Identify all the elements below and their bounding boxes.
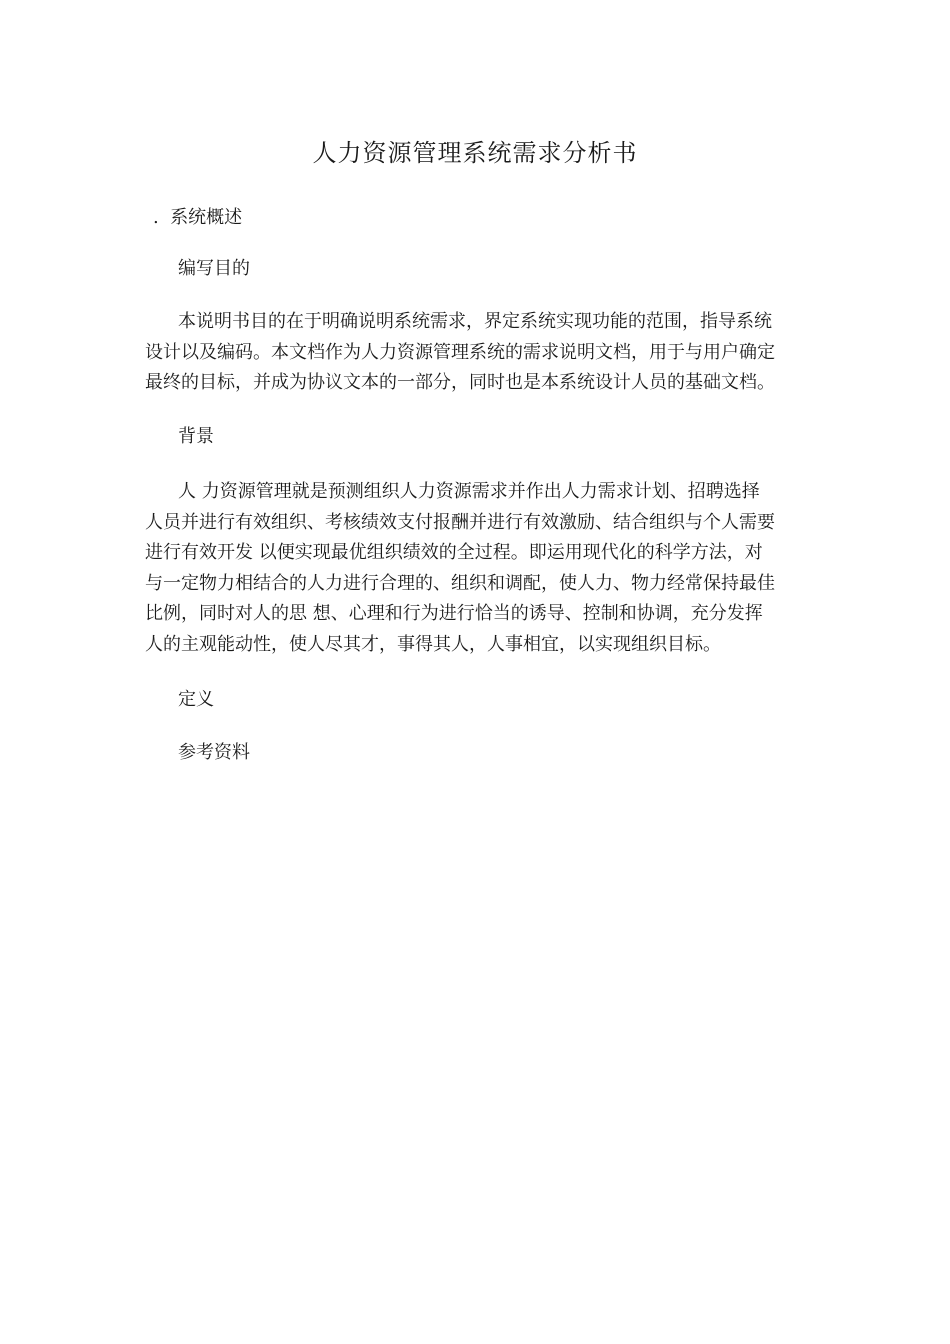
section-number: . xyxy=(153,207,159,228)
background-heading: 背景 xyxy=(178,426,214,447)
paragraph-line: 最终的目标，并成为协议文本的一部分，同时也是本系统设计人员的基础文档。 xyxy=(145,372,775,393)
paragraph-line: 人的主观能动性，使人尽其才，事得其人，人事相宜，以实现组织目标。 xyxy=(145,633,721,655)
section-title: 系统概述 xyxy=(170,207,243,228)
document-title: 人力资源管理系统需求分析书 xyxy=(312,139,638,167)
paragraph-line: 人员并进行有效组织、考核绩效支付报酬并进行有效激励、结合组织与个人需要 xyxy=(145,511,775,533)
paragraph-line: 设计以及编码。本文档作为人力资源管理系统的需求说明文档，用于与用户确定 xyxy=(145,341,775,363)
purpose-paragraph xyxy=(145,307,810,399)
paragraph-line: 进行有效开发 以便实现最优组织绩效的全过程。即运用现代化的科学方法，对 xyxy=(145,542,763,563)
paragraph-line: 本说明书目的在于明确说明系统需求，界定系统实现功能的范围，指导系统 xyxy=(178,311,772,332)
purpose-heading: 编写目的 xyxy=(178,258,250,279)
paragraph-line: 与一定物力相结合的人力进行合理的、组织和调配，使人力、物力经常保持最佳 xyxy=(145,572,775,594)
section-heading xyxy=(153,203,242,233)
references-heading: 参考资料 xyxy=(178,742,250,763)
paragraph-line: 比例，同时对人的思 想、心理和行为进行恰当的诱导、控制和协调，充分发挥 xyxy=(145,603,763,624)
paragraph-line: 人 力资源管理就是预测组织人力资源需求并作出人力需求计划、招聘选择 xyxy=(178,481,760,502)
background-paragraph xyxy=(145,477,810,660)
definition-heading: 定义 xyxy=(178,689,214,710)
